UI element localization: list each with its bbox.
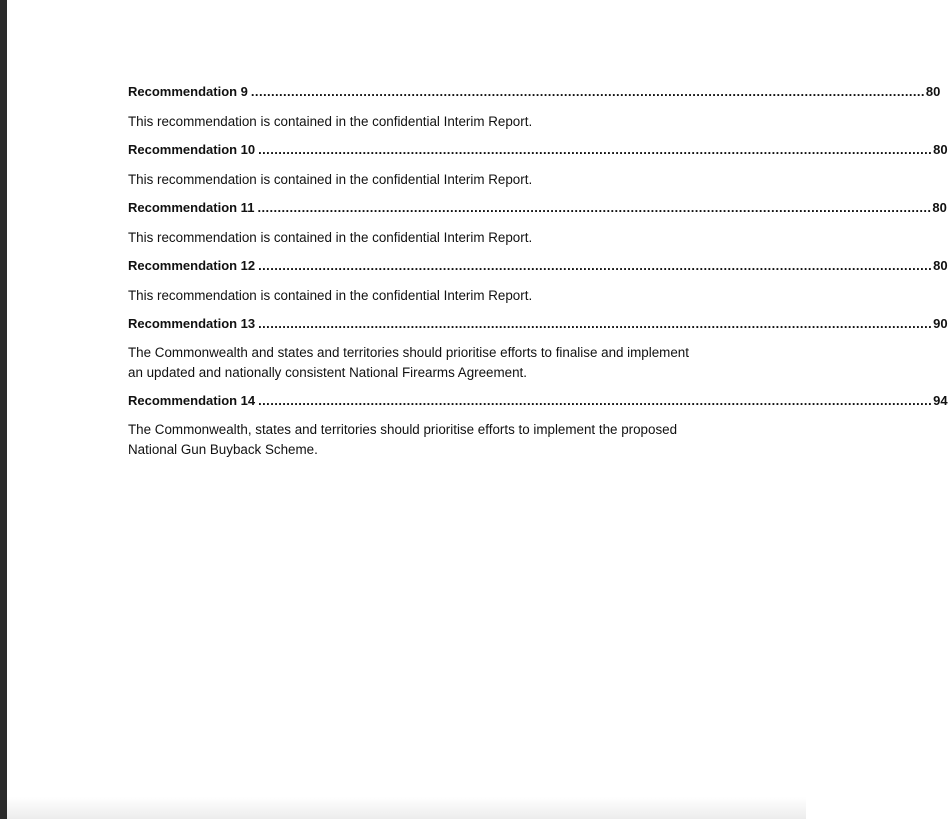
recommendation-heading[interactable] [128,141,948,158]
recommendation-text: The Commonwealth, states and territories should prioritise efforts to implement the proposed National Gun Buyback Scheme. [128,422,678,457]
list-item [128,199,947,248]
dot-leader: ........................................................................................................................................................................ [258,142,933,157]
dot-leader: ........................................................................................................................................................................ [258,258,933,273]
recommendation-title: Recommendation 14 [128,393,256,408]
page-bottom-shadow [7,797,806,819]
list-item [128,83,941,132]
dot-leader: ........................................................................................................................................................................ [250,84,925,99]
dot-leader: ........................................................................................................................................................................ [257,200,932,215]
page-number: 94 [933,393,948,408]
recommendation-heading[interactable] [128,257,948,274]
recommendation-text: This recommendation is contained in the confidential Interim Report. [128,230,533,245]
recommendation-title: Recommendation 10 [128,142,256,157]
dot-leader: ........................................................................................................................................................................ [258,393,933,408]
recommendation-title: Recommendation 12 [128,258,256,273]
recommendation-title: Recommendation 11 [128,200,255,215]
list-item [128,257,948,306]
recommendation-text: This recommendation is contained in the confidential Interim Report. [128,288,533,303]
window-edge [0,0,7,819]
page-number: 90 [933,316,948,331]
recommendation-heading[interactable] [128,199,947,216]
list-item [128,315,948,383]
list-item [128,392,948,460]
recommendation-heading[interactable] [128,315,948,332]
page-number: 80 [925,84,941,99]
recommendation-title: Recommendation 9 [128,84,248,99]
document-page [7,0,948,819]
recommendation-title: Recommendation 13 [128,316,256,331]
recommendation-text: This recommendation is contained in the confidential Interim Report. [128,172,533,187]
recommendation-text: This recommendation is contained in the confidential Interim Report. [128,114,533,129]
page-number: 80 [933,258,948,273]
list-item [128,141,948,190]
recommendation-heading[interactable] [128,392,948,409]
page-number: 80 [933,142,948,157]
recommendations-list [128,83,948,469]
recommendation-text: The Commonwealth and states and territories should prioritise efforts to finalise and implement an updated and nationally consistent National Firearms Agreement. [128,345,689,380]
dot-leader: ........................................................................................................................................................................ [258,316,933,331]
recommendation-heading[interactable] [128,83,941,100]
page-number: 80 [932,200,947,215]
